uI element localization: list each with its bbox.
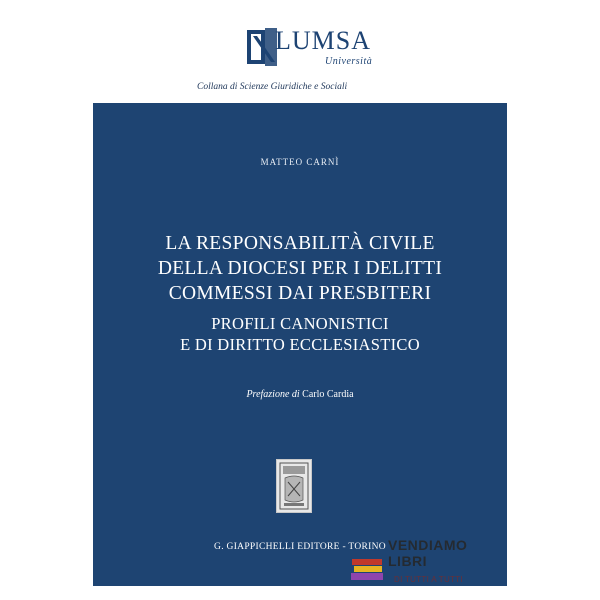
books-stack-icon bbox=[350, 557, 386, 583]
subtitle-line: E DI DIRITTO ECCLESIASTICO bbox=[180, 335, 420, 354]
title-line: DELLA DIOCESI PER I DELITTI bbox=[157, 258, 443, 279]
preface-credit bbox=[93, 389, 507, 400]
preface-author: Carlo Cardia bbox=[302, 389, 354, 400]
title-line: LA RESPONSABILITÀ CIVILE bbox=[165, 233, 435, 254]
book-cover bbox=[93, 14, 507, 586]
watermark-line: LIBRI bbox=[388, 553, 428, 569]
cover-header bbox=[93, 14, 507, 103]
publisher-emblem-icon bbox=[276, 459, 312, 513]
author-name: MATTEO CARNÌ bbox=[260, 157, 340, 167]
book-title bbox=[93, 231, 507, 306]
title-line: COMMESSI DAI PRESBITERI bbox=[168, 283, 432, 304]
preface-label: Prefazione di bbox=[246, 389, 300, 400]
logo-subtitle: Università bbox=[325, 56, 373, 67]
logo-wordmark: LUMSA bbox=[275, 26, 372, 55]
publisher-name: G. GIAPPICHELLI EDITORE - TORINO bbox=[214, 542, 386, 552]
subtitle-line: PROFILI CANONISTICI bbox=[211, 314, 389, 333]
lumsa-logo bbox=[245, 24, 405, 70]
book-subtitle bbox=[93, 313, 507, 355]
emblem-illustration-icon bbox=[277, 460, 311, 512]
watermark-tagline: DI TUTTI A TUTTI bbox=[394, 575, 463, 584]
series-name: Collana di Scienze Giuridiche e Sociali bbox=[197, 82, 348, 92]
cover-body bbox=[93, 103, 507, 586]
watermark-line: VENDIAMO bbox=[388, 537, 468, 553]
seller-watermark bbox=[350, 535, 490, 590]
